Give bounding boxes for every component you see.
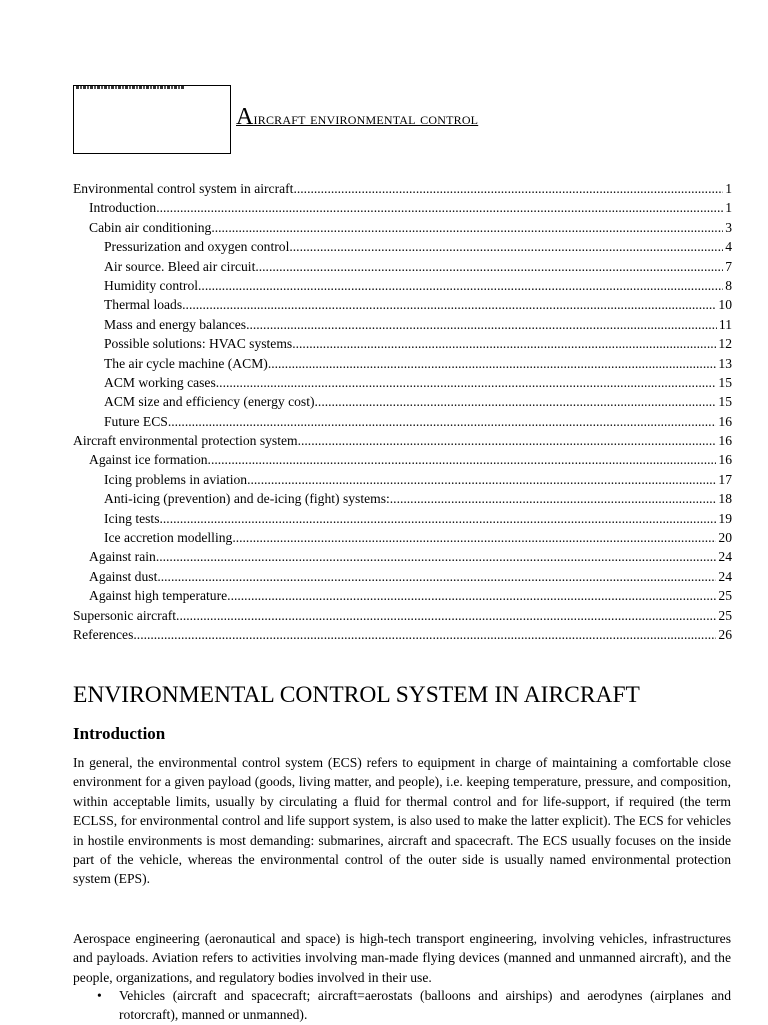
toc-leader-dots (255, 257, 723, 276)
toc-entry[interactable] (73, 218, 732, 237)
toc-entry-page: 24 (718, 568, 732, 584)
toc-leader-dots (268, 354, 717, 373)
toc-leader-dots (176, 606, 716, 625)
toc-entry-title: Introduction (89, 200, 157, 216)
toc-entry[interactable] (73, 315, 732, 334)
toc-leader-dots (227, 586, 716, 605)
toc-leader-dots (156, 547, 717, 566)
toc-leader-dots (315, 392, 717, 411)
toc-entry-title: Pressurization and oxygen control (104, 239, 290, 255)
bullet-icon: • (97, 988, 102, 1003)
toc-entry-page: 15 (718, 374, 732, 390)
toc-entry[interactable] (73, 509, 732, 528)
section-subheading: Introduction (73, 724, 166, 743)
toc-leader-dots (293, 179, 723, 198)
toc-entry-title: Air source. Bleed air circuit (104, 258, 256, 274)
toc-entry[interactable] (73, 606, 732, 625)
intro-paragraph-2: Aerospace engineering (aeronautical and space) is high-tech transport engineering, involving vehicles, infrastructures and payloads. Aviation refers to activities involving man-made flying devices (manned and unmanned aircraft), and the people, organizations, and regulatory bodies involved in their use. (73, 931, 731, 985)
toc-entry-title: Environmental control system in aircraft (73, 181, 294, 196)
toc-entry-title: Thermal loads (104, 297, 183, 313)
toc-entry-page: 1 (725, 181, 732, 196)
table-of-contents (73, 179, 732, 644)
toc-leader-dots (289, 237, 723, 256)
toc-entry-page: 16 (718, 413, 732, 429)
toc-leader-dots (247, 470, 716, 489)
toc-entry[interactable] (73, 567, 732, 586)
intro-paragraph-1: In general, the environmental control system (ECS) refers to equipment in charge of maintaining a comfortable close environment for a given payload (goods, living matter, and people), i.e. keeping temperature, pressure, and composition, within acceptable limits, usually by circulating a fluid for thermal control and for life-support, if required (the term ECLSS, for environmental control and life support system, is also used to make the latter explicit). The ECS for vehicles in hostile environments is most demanding: submarines, aircraft and spacecraft. The ECS usually focuses on the inside part of the vehicle, whereas the environmental control of the outer side is usually named environmental protection system (EPS). (73, 755, 731, 887)
toc-entry-title: Supersonic aircraft (73, 607, 177, 623)
toc-entry-title: Aircraft environmental protection system (73, 433, 298, 449)
toc-entry[interactable] (73, 276, 732, 295)
toc-entry-page: 16 (718, 433, 732, 449)
bullet-text: Vehicles (aircraft and spacecraft; aircraft=aerostats (balloons and airships) and aerodynes (airplanes and rotorcraft), manned or unmanned). (119, 988, 731, 1023)
toc-entry-page: 18 (718, 491, 732, 507)
toc-entry-title: ACM working cases (104, 374, 216, 390)
section-heading: ENVIRONMENTAL CONTROL SYSTEM IN AIRCRAFT (73, 682, 640, 708)
toc-entry-page: 19 (718, 510, 732, 526)
toc-entry-page: 25 (718, 607, 732, 623)
toc-leader-dots (216, 373, 717, 392)
bullet-item (73, 986, 731, 1025)
toc-entry-title: Cabin air conditioning (89, 219, 212, 235)
toc-entry[interactable] (73, 198, 732, 217)
toc-entry-page: 7 (725, 258, 732, 274)
toc-entry[interactable] (73, 470, 732, 489)
toc-entry-page: 4 (725, 239, 732, 255)
toc-leader-dots (208, 450, 717, 469)
toc-leader-dots (292, 334, 716, 353)
toc-entry-title: ACM size and efficiency (energy cost) (104, 394, 315, 410)
toc-entry-page: 3 (725, 219, 732, 235)
toc-leader-dots (133, 625, 716, 644)
toc-entry-page: 12 (718, 336, 732, 352)
toc-entry[interactable] (73, 237, 732, 256)
toc-entry[interactable] (73, 431, 732, 450)
toc-entry[interactable] (73, 547, 732, 566)
toc-entry-page: 20 (718, 530, 732, 546)
toc-entry-page: 24 (718, 549, 732, 565)
toc-leader-dots (246, 315, 717, 334)
toc-leader-dots (168, 412, 717, 431)
toc-entry[interactable] (73, 450, 732, 469)
toc-entry-title: Against ice formation (89, 452, 208, 468)
toc-leader-dots (157, 567, 716, 586)
toc-entry-title: The air cycle machine (ACM) (104, 355, 268, 371)
toc-entry-title: Against rain (89, 549, 156, 565)
toc-entry-page: 1 (725, 200, 732, 216)
toc-entry-title: Future ECS (104, 413, 168, 429)
bullet-list (73, 986, 731, 1025)
toc-entry[interactable] (73, 257, 732, 276)
toc-entry[interactable] (73, 489, 732, 508)
toc-entry-title: Icing problems in aviation (104, 471, 248, 487)
toc-entry[interactable] (73, 179, 732, 198)
toc-entry[interactable] (73, 625, 732, 644)
toc-leader-dots (390, 489, 717, 508)
toc-entry-page: 11 (718, 316, 732, 332)
toc-entry[interactable] (73, 373, 732, 392)
toc-leader-dots (232, 528, 716, 547)
logo-box (73, 85, 231, 154)
logo-scribble (76, 86, 184, 89)
toc-entry[interactable] (73, 354, 732, 373)
toc-entry-page: 15 (718, 394, 732, 410)
toc-entry[interactable] (73, 392, 732, 411)
toc-entry-title: Anti-icing (prevention) and de-icing (fight) systems: (104, 491, 390, 507)
toc-entry[interactable] (73, 528, 732, 547)
document-title-rest: ircraft environmental control (253, 109, 479, 128)
toc-entry-page: 8 (725, 277, 732, 293)
toc-entry-title: References (73, 626, 134, 642)
toc-leader-dots (211, 218, 723, 237)
toc-entry-page: 16 (718, 452, 732, 468)
toc-leader-dots (160, 509, 717, 528)
toc-entry-title: Humidity control (104, 277, 199, 293)
toc-entry-page: 10 (718, 297, 732, 313)
toc-entry-title: Against high temperature (89, 588, 228, 604)
toc-entry[interactable] (73, 586, 732, 605)
toc-entry[interactable] (73, 334, 732, 353)
toc-entry-page: 13 (718, 355, 732, 371)
toc-leader-dots (198, 276, 723, 295)
toc-entry[interactable] (73, 412, 732, 431)
toc-entry-title: Mass and energy balances (104, 316, 247, 332)
toc-entry-page: 25 (718, 588, 732, 604)
toc-leader-dots (156, 198, 723, 217)
toc-entry-page: 26 (718, 626, 732, 642)
toc-entry[interactable] (73, 295, 732, 314)
toc-leader-dots (298, 431, 717, 450)
toc-entry-title: Ice accretion modelling (104, 530, 233, 546)
toc-leader-dots (182, 295, 716, 314)
toc-entry-title: Possible solutions: HVAC systems (104, 336, 293, 352)
toc-entry-page: 17 (718, 471, 732, 487)
toc-entry-title: Against dust (89, 568, 158, 584)
document-title (236, 104, 478, 131)
document-title-initial: A (236, 104, 254, 130)
toc-entry-title: Icing tests (104, 510, 160, 526)
